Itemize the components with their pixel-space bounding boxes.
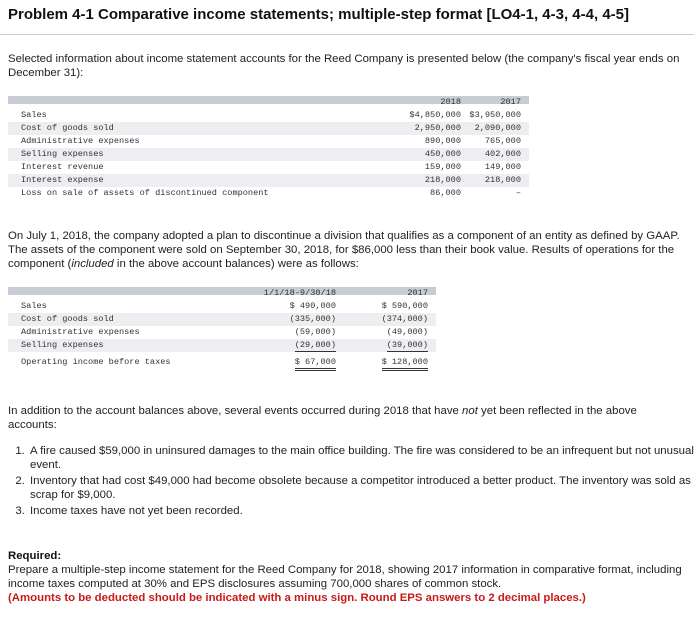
- value-2018: $4,850,000: [409, 110, 461, 120]
- value-2018: (29,000): [294, 340, 336, 350]
- row-label: Sales: [21, 301, 47, 311]
- value-2018: 218,000: [424, 175, 461, 185]
- para-text-italic: not: [462, 405, 478, 417]
- table-row: [8, 135, 529, 148]
- value-2017: –: [515, 188, 521, 198]
- table-row: [8, 187, 529, 200]
- table-header-row: [8, 96, 529, 109]
- value-2017: $ 590,000: [381, 301, 428, 311]
- additional-events-paragraph: [8, 404, 686, 432]
- para-text-after: in the above account balances) were as follows:: [113, 258, 359, 270]
- value-2017: $ 128,000: [382, 357, 428, 371]
- events-list: [8, 444, 694, 520]
- table-row: [8, 122, 529, 135]
- value-2018: 86,000: [430, 188, 461, 198]
- row-label: Loss on sale of assets of discontinued component: [21, 188, 269, 198]
- para-text-before: On July 1, 2018, the company adopted a plan to discontinue a division that qualifies as a component of an entity as defined by GAAP. The assets of the component were sold on September 30, 2018, for $86,000 less than their book value. Results of operations for the component (: [8, 230, 680, 270]
- row-label: Selling expenses: [21, 149, 104, 159]
- row-label: Cost of goods sold: [21, 314, 114, 324]
- col-header-2018-period: 1/1/18-9/30/18: [263, 288, 336, 298]
- required-heading: Required:: [8, 550, 62, 562]
- value-2018: 2,950,000: [414, 123, 461, 133]
- intro-paragraph: Selected information about income statement accounts for the Reed Company is presented below (the company's fiscal year ends on December 31):: [8, 53, 680, 79]
- row-label: Administrative expenses: [21, 327, 140, 337]
- value-2018: $ 67,000: [295, 357, 336, 371]
- value-2017: $3,950,000: [469, 110, 521, 120]
- row-label: Operating income before taxes: [21, 357, 171, 367]
- para-text-before: In addition to the account balances above, several events occurred during 2018 that have: [8, 405, 463, 417]
- value-2018: (59,000): [294, 327, 336, 337]
- table-row: [8, 356, 436, 369]
- value-2018: 450,000: [424, 149, 461, 159]
- list-item: 1. A fire caused $59,000 in uninsured damages to the main office building. The fire was considered to be an infrequent but not unusual event.: [28, 444, 694, 472]
- col-header-2017: 2017: [407, 288, 428, 298]
- value-2017: (39,000): [386, 340, 428, 350]
- col-header-2018: 2018: [440, 97, 461, 107]
- value-2017: 218,000: [484, 175, 521, 185]
- discontinued-operations-paragraph: [8, 229, 686, 271]
- row-label: Sales: [21, 110, 47, 120]
- value-2017: (374,000): [381, 314, 428, 324]
- table-header-row: [8, 287, 436, 300]
- row-label: Cost of goods sold: [21, 123, 114, 133]
- table-row: [8, 339, 436, 352]
- row-label: Interest expense: [21, 175, 104, 185]
- row-label: Administrative expenses: [21, 136, 140, 146]
- table-row: [8, 161, 529, 174]
- table-row: [8, 109, 529, 122]
- required-text: Prepare a multiple-step income statement for the Reed Company for 2018, showing 2017 information in comparative format, including income taxes computed at 30% and EPS disclosures assuming 700,000 shares of common stock.: [8, 564, 682, 590]
- title-divider: [0, 34, 694, 35]
- table-row: [8, 174, 529, 187]
- para-text-after: yet been reflected in the above accounts:: [8, 405, 637, 431]
- required-section: [8, 549, 686, 605]
- value-2017: 2,090,000: [474, 123, 521, 133]
- value-2017: 402,000: [484, 149, 521, 159]
- col-header-2017: 2017: [500, 97, 521, 107]
- table-row: [8, 326, 436, 339]
- value-2018: 890,000: [424, 136, 461, 146]
- list-item: 3. Income taxes have not yet been recorded.: [28, 504, 694, 518]
- value-2018: (335,000): [289, 314, 336, 324]
- row-label: Selling expenses: [21, 340, 104, 350]
- table-row: [8, 300, 436, 313]
- value-2017: 149,000: [484, 162, 521, 172]
- value-2018: $ 490,000: [289, 301, 336, 311]
- value-2017: 765,000: [484, 136, 521, 146]
- table-row: [8, 148, 529, 161]
- row-label: Interest revenue: [21, 162, 104, 172]
- value-2018: 159,000: [424, 162, 461, 172]
- table-row: [8, 313, 436, 326]
- para-text-italic: included: [71, 258, 114, 270]
- value-2017: (49,000): [386, 327, 428, 337]
- list-item: 2. Inventory that had cost $49,000 had become obsolete because a competitor introduced a better product. The inventory was sold as scrap for $9,000.: [28, 474, 694, 502]
- problem-title: Problem 4-1 Comparative income statements; multiple-step format [LO4-1, 4-3, 4-4, 4-5]: [8, 6, 629, 23]
- required-note: (Amounts to be deducted should be indicated with a minus sign. Round EPS answers to 2 decimal places.): [8, 592, 586, 604]
